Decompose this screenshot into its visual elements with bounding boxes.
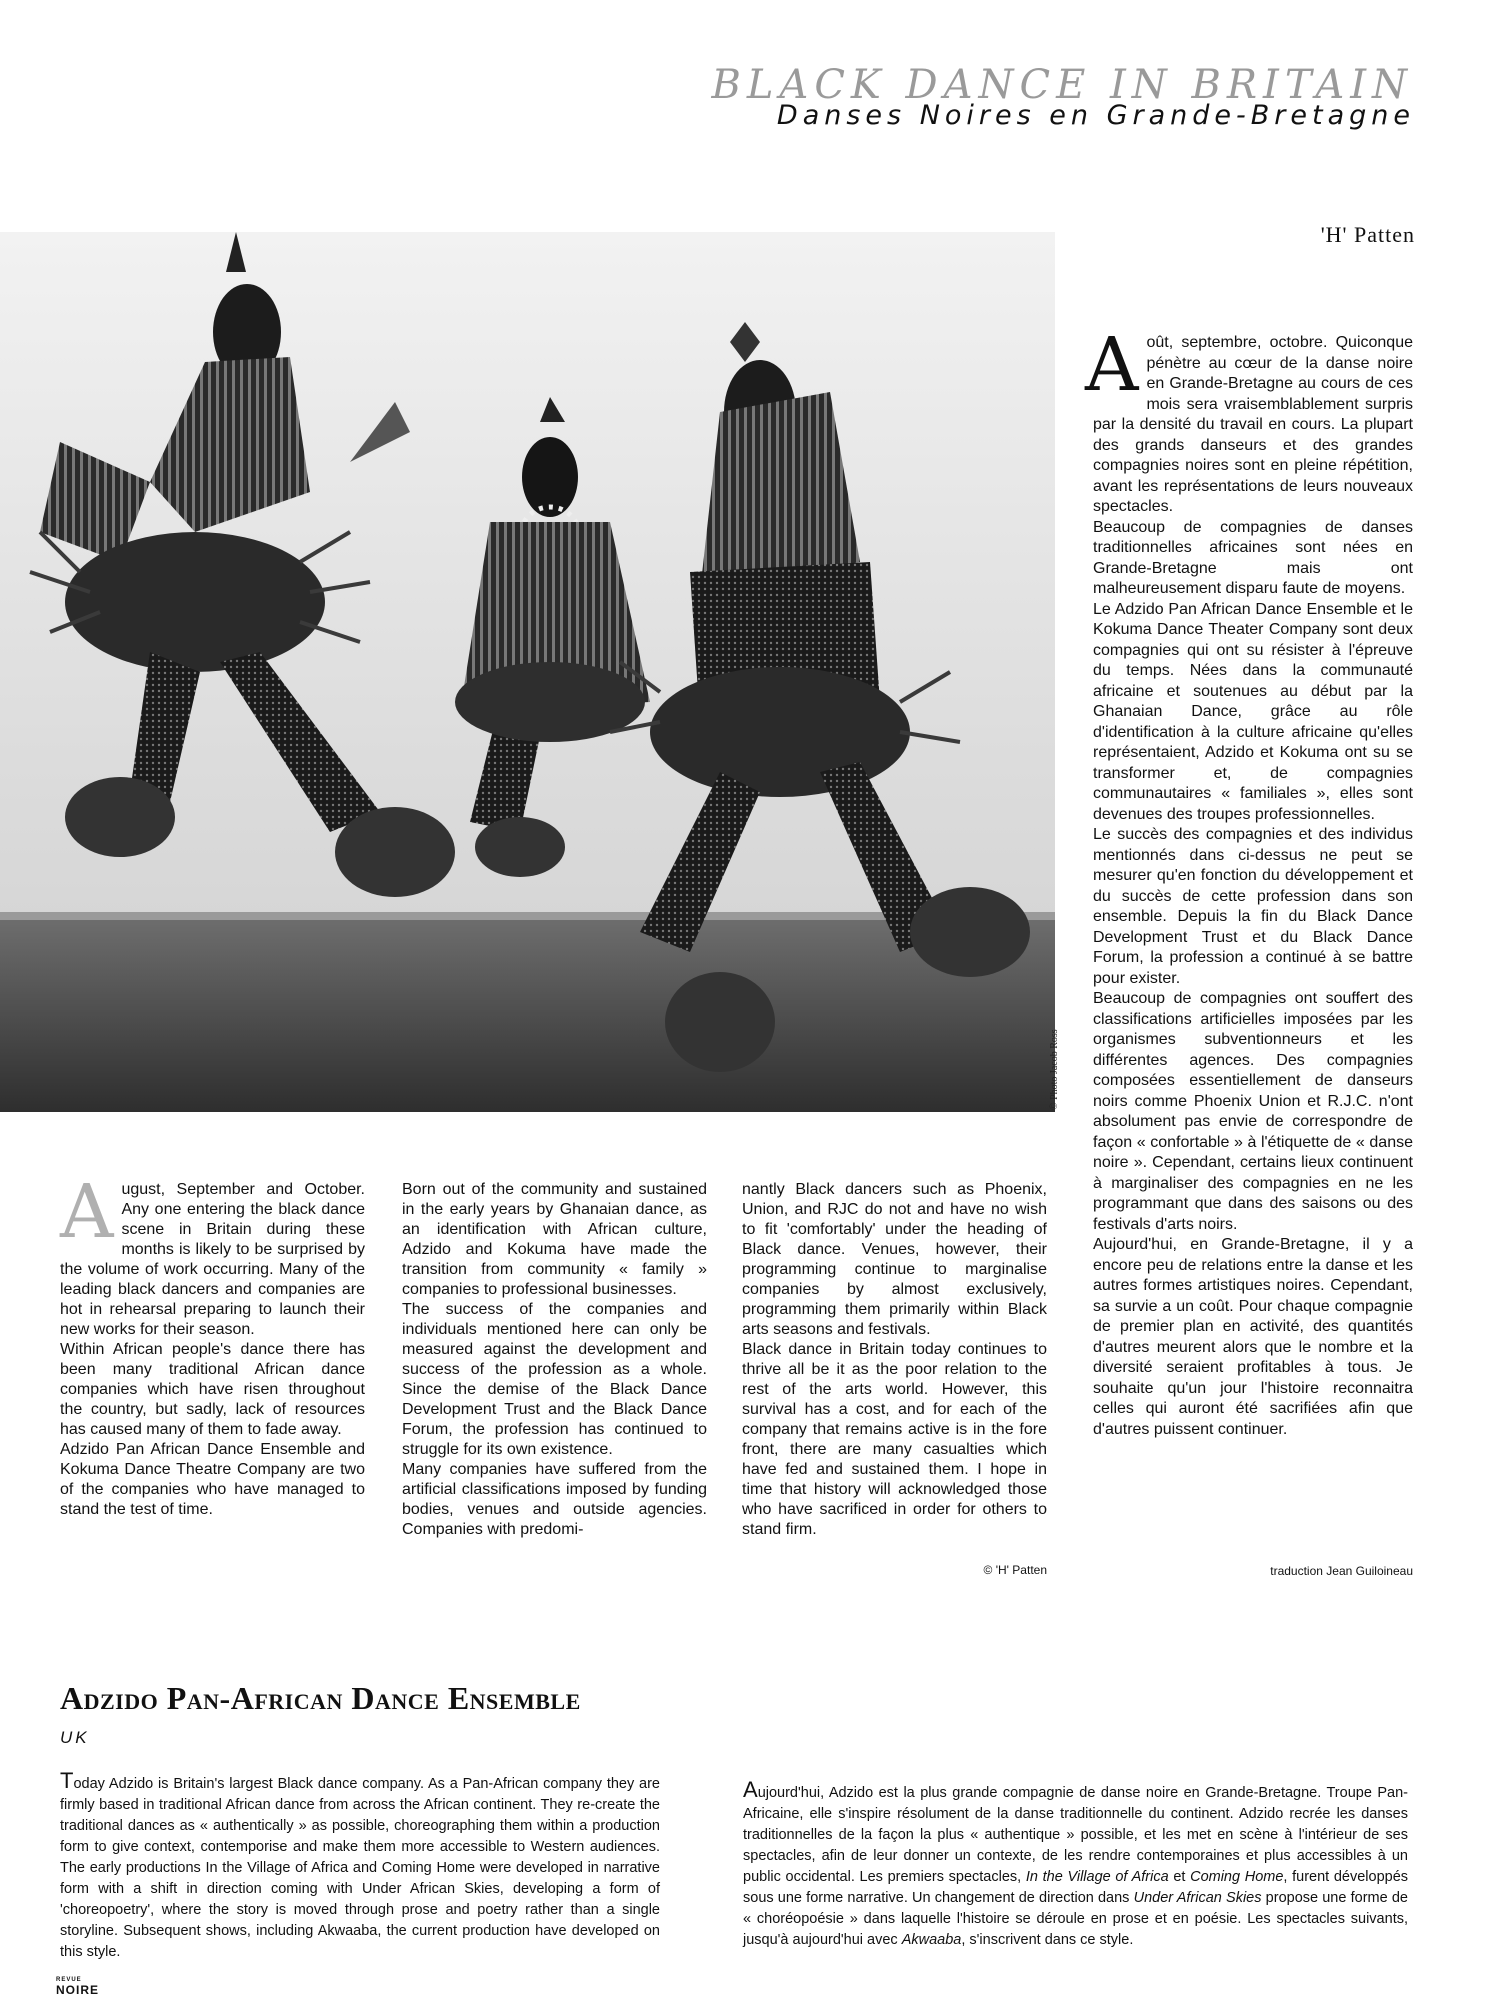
copyright: © 'H' Patten (983, 1563, 1047, 1577)
section-fr-initial: A (743, 1777, 758, 1802)
english-paragraph: The success of the companies and individuals mentioned here can only be measured against the development and success of the profession as a whole. Since the demise of the Black Dance Development Trust and the Black Dance Forum, the profession has continued to struggle for its own existence. (402, 1301, 707, 1458)
translator-credit: traduction Jean Guiloineau (1270, 1564, 1413, 1578)
section-en-initial: T (60, 1768, 74, 1793)
french-paragraph: Août, septembre, octobre. Quiconque pénètre au cœur de la danse noire en Grande-Bretagne au cours de ces mois sera vraisemblablement surpris par la densité du travail en cours. La plupart des grands danseurs et des grandes compagnies noires sont en pleine répétition, avant les représentations de leurs nouveaux spectacles. (1085, 322, 1413, 515)
header-title-fr: Danses Noires en Grande-Bretagne (776, 100, 1415, 131)
dancers-photo (0, 232, 1055, 1112)
section-country: UK (60, 1728, 90, 1747)
author-name: 'H' Patten (1320, 222, 1415, 247)
french-article (1085, 322, 1413, 1440)
english-paragraph: August, September and October. Any one entering the black dance scene in Britain during these months is likely to be surprised by the volume of work occurring. Many of the leading black dancers and companies are hot in rehearsal preparing to launch their new works for their season. (60, 1169, 365, 1338)
english-paragraph: Born out of the community and sustained in the early years by Ghanaian dance, as an identification with African culture, Adzido and Kokuma have made the transition from community « family » companies to professional businesses. (402, 1181, 707, 1298)
french-paragraph: Le succès des compagnies et des individus mentionnés dans ci-dessus ne peut se mesurer qu'en fonction du développement et du succès de cette profession dans son ensemble. Depuis la fin du Black Dance Development Trust et du Black Dance Forum, la profession a continué à se battre pour exister. (1093, 826, 1413, 987)
french-dropcap: A (1085, 322, 1139, 408)
photo-credit: © Photo Jacob Ross (1049, 1029, 1060, 1110)
english-paragraph: nantly Black dancers such as Phoenix, Union, and RJC do not and have no wish to fit 'comfortably' under the heading of Black dance. Venues, however, their programming continue to marginalise companies by almost exclusively, programming them primarily within Black arts seasons and festivals. (742, 1181, 1047, 1338)
english-paragraph: Black dance in Britain today continues to thrive all be it as the poor relation to the rest of the arts world. However, this survival has a cost, and for each of the company that remains active is in the fore front, there are many casualties which have fed and sustained them. I hope in time that history will acknowledged those who have sacrificed in order for others to stand firm. (742, 1341, 1047, 1538)
english-column-1 (60, 1169, 365, 1520)
french-paragraph: Beaucoup de compagnies de danses traditionnelles africaines sont nées en Grande-Bretagne mais ont malheureusement disparu faute de moyens. (1093, 518, 1413, 597)
section-english-text: Today Adzido is Britain's largest Black dance company. As a Pan-African company they are firmly based in traditional African dance from across the African continent. They re-create the traditional dances as « authentically » as possible, choreographing them within a production form to give context, contemporise and make them more accessible to Western audiences. The early productions In the Village of Africa and Coming Home were developed in narrative form with a shift in direction coming with Under African Skies, developing a form of 'choreopoetry', where the story is moved through prose and poetry rather than a single storyline. Subsequent shows, including Akwaaba, the current production have developed on this style. (60, 1768, 660, 1960)
section-french-text: Aujourd'hui, Adzido est la plus grande compagnie de danse noire en Grande-Bretagne. Troupe Pan-Africaine, elle s'inspire résolument de la danse traditionnelle du continent. Adzido recrée les danses traditionnelles de la façon la plus « authentique » possible, et les met en scène à l'intérieur de ses spectacles, afin de leur donner un contexte, de les rendre contemporaines et plus accessibles à un public occidental. Les premiers spectacles, In the Village of Africa et Coming Home, furent développés sous une forme narrative. Un changement de direction dans Under African Skies propose une forme de « choréopoésie » dans laquelle l'histoire se déroule en prose et en poésie. Les spectacles suivants, jusqu'à aujourd'hui avec Akwaaba, s'inscrivent dans ce style. (743, 1777, 1409, 1948)
header-title-en: BLACK DANCE IN BRITAIN (711, 62, 1413, 108)
english-paragraph: Within African people's dance there has been many traditional African dance companies which have risen throughout the country, but sadly, lack of resources has caused many of them to fade away. (60, 1341, 365, 1438)
english-paragraph: Many companies have suffered from the artificial classifications imposed by funding bodies, venues and outside agencies. Companies with predomi- (402, 1461, 707, 1538)
english-column-2 (402, 1180, 707, 1540)
french-paragraph: Beaucoup de compagnies ont souffert des classifications artificielles imposées par les organismes subventionneurs et les différentes agences. Des compagnies composées essentiellement de danseurs noirs comme Phoenix Union et R.J.C. n'ont absolument pas envie de correspondre de façon « confortable » à l'étiquette de « danse noire ». Cependant, certains lieux continuent à marginaliser des compagnies en ne les programmant que dans des saisons ou des festivals d'arts noirs. (1093, 990, 1413, 1233)
english-dropcap: A (60, 1169, 114, 1255)
french-paragraph: Le Adzido Pan African Dance Ensemble et le Kokuma Dance Theater Company sont deux compagnies qui ont su résister à l'épreuve du temps. Nées dans la communauté africaine et soutenues au début par la Ghanaian Dance, grâce au rôle d'identification à la culture africaine qu'elles représentaient, Adzido et Kokuma ont su se transformer et, de compagnies communautaires « familiales », elles sont devenues des troupes professionnelles. (1093, 600, 1413, 823)
french-paragraph: Aujourd'hui, en Grande-Bretagne, il y a encore peu de relations entre la danse et les autres formes artistiques noires. Cependant, sa survie a un coût. Pour chaque compagnie de premier plan en activité, des quantités d'autres meurent alors que le nombre et la diversité seraient profitables à tous. Je souhaite qu'un jour l'histoire reconnaitra celles qui auront été sacrifiées afin que d'autres puissent continuer. (1093, 1236, 1413, 1438)
magazine-logo: REVUE NOIRE (56, 1977, 100, 1997)
section-title: Adzido Pan-African Dance Ensemble (60, 1680, 581, 1716)
english-paragraph: Adzido Pan African Dance Ensemble and Kokuma Dance Theatre Company are two of the companies who have managed to stand the test of time. (60, 1441, 365, 1518)
english-column-3 (742, 1180, 1047, 1540)
